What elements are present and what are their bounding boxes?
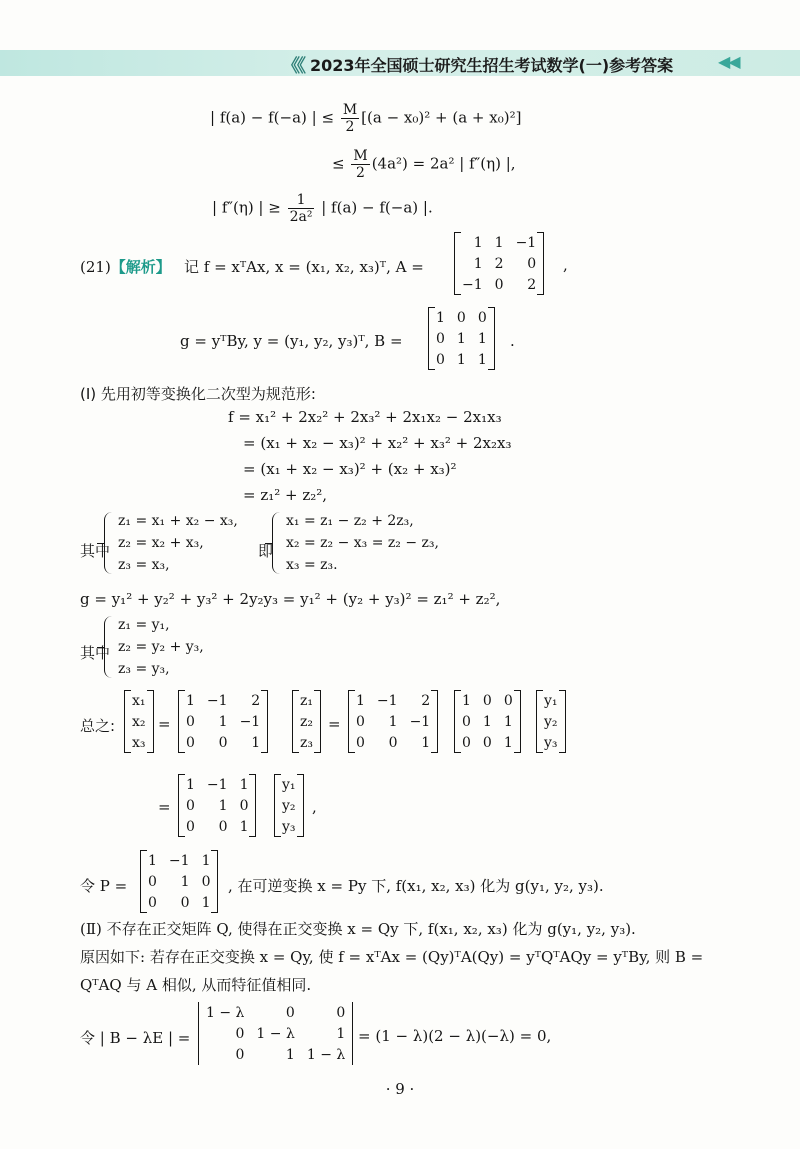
B-tail: . <box>510 332 515 350</box>
matrix-cell: 1 <box>421 734 431 751</box>
matrix-row <box>200 1023 351 1044</box>
matrix-body <box>142 850 216 913</box>
matrix-body <box>456 690 519 753</box>
part2-line-1: (Ⅱ) 不存在正交矩阵 Q, 使得在正交变换 x = Qy 下, f(x₁, x₂, x₃) 化为 g(y₁, y₂, y₃). <box>80 920 636 938</box>
let-P-tail: , 在可逆变换 x = Py 下, f(x₁, x₂, x₃) 化为 g(y₁, y₂, y₃). <box>228 877 604 895</box>
matrix-cell: 1 <box>482 713 492 730</box>
matrix-cell: 1 <box>456 351 466 368</box>
ineq-2-left: ≤ <box>332 154 350 173</box>
system-row: x₃ = z₃. <box>286 557 338 573</box>
frac-den: 2 <box>356 165 365 181</box>
matrix-cell: 0 <box>388 734 398 751</box>
matrix-cell: 0 <box>462 734 471 751</box>
matrix-cell: 0 <box>235 1025 245 1042</box>
matrix-body <box>430 307 493 370</box>
matrix-row <box>456 253 542 274</box>
matrix-row <box>430 328 493 349</box>
matrix-cell: 1 <box>336 1025 346 1042</box>
f-expansion-1: f = x₁² + 2x₂² + 2x₃² + 2x₁x₂ − 2x₁x₃ <box>228 408 502 426</box>
matrix-cell: y₁ <box>282 776 296 793</box>
matrix-cell: 1 <box>285 1046 295 1063</box>
matrix-cell: 1 <box>218 713 228 730</box>
matrix-row <box>180 795 254 816</box>
matrix-cell: 0 <box>477 309 487 326</box>
matrix-cell: 1 <box>436 309 445 326</box>
comma: , <box>312 798 317 816</box>
g-definition: g = yᵀBy, y = (y₁, y₂, y₃)ᵀ, B = <box>180 332 403 350</box>
matrix-cell: 1 <box>477 351 487 368</box>
matrix-row <box>200 1002 351 1023</box>
f-expansion-2: = (x₁ + x₂ − x₃)² + x₂² + x₃² + 2x₂x₃ <box>243 434 512 452</box>
matrix-cell: 0 <box>235 1046 245 1063</box>
matrix-cell: 0 <box>436 351 445 368</box>
matrix-cell: 1 <box>477 330 487 347</box>
ineq-3-left: | f″(η) | ≥ <box>212 198 286 217</box>
g-expansion: g = y₁² + y₂² + y₃² + 2y₂y₃ = y₁² + (y₂ + y₃)² = z₁² + z₂², <box>80 590 501 608</box>
matrix-body <box>180 690 266 753</box>
matrix-cell: 0 <box>482 692 492 709</box>
matrix-cell: 2 <box>421 692 431 709</box>
matrix-cell: y₁ <box>544 692 558 709</box>
system-row: z₁ = y₁, <box>118 617 170 633</box>
header-title: 2023年全国硕士研究生招生考试数学(一)参考答案 <box>310 56 674 75</box>
header-left-ornament: 《《 <box>282 56 303 77</box>
determinant <box>200 1002 351 1065</box>
matrix-cell: 1 <box>239 818 249 835</box>
matrix-row <box>200 1044 351 1065</box>
matrix-cell: y₃ <box>544 734 558 751</box>
matrix-cell: z₂ <box>300 713 313 730</box>
matrix-body <box>350 690 436 753</box>
matrix-P <box>142 850 216 913</box>
matrix-cell: 1 <box>186 692 195 709</box>
matrix-cell: 1 <box>180 873 190 890</box>
system-row: z₂ = y₂ + y₃, <box>118 639 204 655</box>
q21-heading <box>80 256 171 277</box>
matrix-row <box>180 711 266 732</box>
system-z-from-x <box>118 510 238 576</box>
ineq-1-frac <box>341 102 359 135</box>
matrix-cell: 0 <box>494 276 504 293</box>
matrix-cell: 0 <box>148 873 157 890</box>
matrix-cell: 0 <box>180 894 190 911</box>
matrix-cell: 1 <box>251 734 261 751</box>
matrix-row <box>142 871 216 892</box>
system-x-from-z <box>286 510 439 576</box>
matrix-row <box>350 732 436 753</box>
system-row: x₁ = z₁ − z₂ + 2z₃, <box>286 513 414 529</box>
matrix-cell: 0 <box>503 692 513 709</box>
matrix-cell: 1 <box>218 797 228 814</box>
frac-num: 1 <box>288 192 315 209</box>
matrix-row <box>180 732 266 753</box>
matrix-row <box>180 690 266 711</box>
matrix-M3 <box>180 774 254 837</box>
matrix-cell: 0 <box>148 894 157 911</box>
page-number: · 9 · <box>385 1080 415 1098</box>
matrix-cell: x₃ <box>132 734 146 751</box>
matrix-cell: −1 <box>168 852 190 869</box>
matrix-row <box>350 711 436 732</box>
ineq-line-2 <box>332 148 516 181</box>
frac-den: 2 <box>345 119 355 135</box>
matrix-cell: 1 <box>456 330 466 347</box>
matrix-row <box>142 892 216 913</box>
matrix-row <box>350 690 436 711</box>
matrix-cell: 0 <box>527 255 537 272</box>
matrix-row <box>430 307 493 328</box>
matrix-cell: z₁ <box>300 692 313 709</box>
ineq-2-right: (4a²) = 2a² | f″(η) |, <box>371 154 516 173</box>
frac-num: M <box>353 148 368 164</box>
matrix-cell: 2 <box>494 255 504 272</box>
f-definition: 记 f = xᵀAx, x = (x₁, x₂, x₃)ᵀ, A = <box>184 258 424 276</box>
vector-z <box>294 690 319 753</box>
system-row: z₃ = x₃, <box>118 557 170 573</box>
matrix-cell: 1 <box>473 255 483 272</box>
matrix-cell: 0 <box>356 713 365 730</box>
matrix-body <box>200 1002 351 1065</box>
matrix-cell: 0 <box>218 818 228 835</box>
matrix-cell: 1 <box>239 776 249 793</box>
ineq-line-1 <box>210 102 521 135</box>
eq-sign: = <box>158 798 171 816</box>
ji-label: 即 <box>258 542 274 560</box>
matrix-cell: 0 <box>186 797 195 814</box>
matrix-cell: 0 <box>436 330 445 347</box>
ineq-line-3 <box>212 192 433 225</box>
matrix-cell: 1 <box>186 776 195 793</box>
matrix-cell: 0 <box>462 713 471 730</box>
matrix-cell: 1 <box>462 692 471 709</box>
part1-intro: (Ⅰ) 先用初等变换化二次型为规范形: <box>80 385 316 403</box>
matrix-cell: 1 <box>503 734 513 751</box>
matrix-cell: 1 <box>201 852 211 869</box>
let-P-label: 令 P = <box>80 877 128 895</box>
matrix-row <box>456 732 519 753</box>
ineq-2-frac <box>351 148 369 181</box>
matrix-cell: −1 <box>462 276 483 293</box>
matrix-cell: x₁ <box>132 692 146 709</box>
matrix-cell: 0 <box>218 734 228 751</box>
vector-y-2 <box>276 774 302 837</box>
matrix-cell: y₃ <box>282 818 296 835</box>
matrix-cell: 1 <box>388 713 398 730</box>
matrix-cell: 0 <box>186 734 195 751</box>
f-expansion-3: = (x₁ + x₂ − x₃)² + (x₂ + x₃)² <box>243 460 457 478</box>
matrix-A <box>456 232 542 295</box>
matrix-cell: −1 <box>409 713 431 730</box>
matrix-M2 <box>456 690 519 753</box>
matrix-cell: y₂ <box>282 797 296 814</box>
matrix-cell: 0 <box>285 1004 295 1021</box>
eq-sign: = <box>328 715 341 733</box>
header-right-ornament: ◀◀ <box>718 52 739 71</box>
eq-sign: = <box>158 715 171 733</box>
matrix-cell: 1 <box>503 713 513 730</box>
matrix-M1 <box>180 690 266 753</box>
matrix-cell: 1 <box>473 234 483 251</box>
matrix-cell: 2 <box>251 692 261 709</box>
matrix-cell: 1 − λ <box>256 1025 295 1042</box>
matrix-row <box>180 816 254 837</box>
matrix-cell: x₂ <box>132 713 146 730</box>
matrix-row <box>430 349 493 370</box>
matrix-cell: 1 <box>201 894 211 911</box>
matrix-cell: 0 <box>336 1004 346 1021</box>
question-number: (21) <box>80 258 111 276</box>
analysis-tag: 【解析】 <box>110 258 171 276</box>
matrix-cell: 0 <box>482 734 492 751</box>
frac-den: 2a² <box>289 209 313 225</box>
matrix-cell: 0 <box>186 818 195 835</box>
matrix-cell: 1 − λ <box>306 1046 346 1063</box>
matrix-cell: 0 <box>239 797 249 814</box>
matrix-body <box>456 232 542 295</box>
matrix-cell: z₃ <box>300 734 313 751</box>
matrix-cell: 1 − λ <box>206 1004 245 1021</box>
matrix-cell: −1 <box>239 713 261 730</box>
part2-line-2: 原因如下: 若存在正交变换 x = Qy, 使 f = xᵀAx = (Qy)ᵀA(Qy) = yᵀQᵀAQy = yᵀBy, 则 B = <box>80 948 704 966</box>
where-label-1: 其中 <box>80 542 111 560</box>
matrix-cell: 0 <box>456 309 466 326</box>
system-row: z₂ = x₂ + x₃, <box>118 535 204 551</box>
matrix-row <box>456 690 519 711</box>
ineq-1-left: | f(a) − f(−a) | ≤ <box>210 108 339 127</box>
system-row: z₃ = y₃, <box>118 661 170 677</box>
f-expansion-4: = z₁² + z₂², <box>243 486 328 504</box>
matrix-cell: 0 <box>356 734 365 751</box>
matrix-row <box>456 711 519 732</box>
matrix-B <box>430 307 493 370</box>
system-row: z₁ = x₁ + x₂ − x₃, <box>118 513 238 529</box>
system-z-from-y <box>118 614 204 680</box>
matrix-body <box>180 774 254 837</box>
vector-x <box>126 690 152 753</box>
det-label: 令 | B − λE | = <box>80 1029 191 1047</box>
matrix-row <box>180 774 254 795</box>
matrix-cell: 1 <box>148 852 157 869</box>
matrix-row <box>142 850 216 871</box>
matrix-cell: 2 <box>527 276 537 293</box>
summary-label: 总之: <box>80 717 116 735</box>
frac-num: M <box>342 102 358 118</box>
matrix-cell: −1 <box>376 692 398 709</box>
vector-y <box>538 690 564 753</box>
matrix-cell: 0 <box>201 873 211 890</box>
matrix-cell: −1 <box>206 776 228 793</box>
matrix-cell: −1 <box>206 692 228 709</box>
A-tail: , <box>563 256 568 274</box>
part2-line-3: QᵀAQ 与 A 相似, 从而特征值相同. <box>80 976 312 994</box>
where-label-2: 其中 <box>80 644 111 662</box>
system-row: x₂ = z₂ − x₃ = z₂ − z₃, <box>286 535 439 551</box>
matrix-cell: −1 <box>515 234 537 251</box>
matrix-cell: 0 <box>186 713 195 730</box>
det-tail: = (1 − λ)(2 − λ)(−λ) = 0, <box>358 1027 552 1045</box>
matrix-M1-repeat <box>350 690 436 753</box>
matrix-cell: y₂ <box>544 713 558 730</box>
ineq-1-right: [(a − x₀)² + (a + x₀)²] <box>361 108 522 127</box>
ineq-3-frac <box>288 192 315 225</box>
matrix-row <box>456 232 542 253</box>
matrix-row <box>456 274 542 295</box>
matrix-cell: 1 <box>356 692 365 709</box>
ineq-3-right: | f(a) − f(−a) |. <box>316 198 433 217</box>
matrix-cell: 1 <box>494 234 504 251</box>
